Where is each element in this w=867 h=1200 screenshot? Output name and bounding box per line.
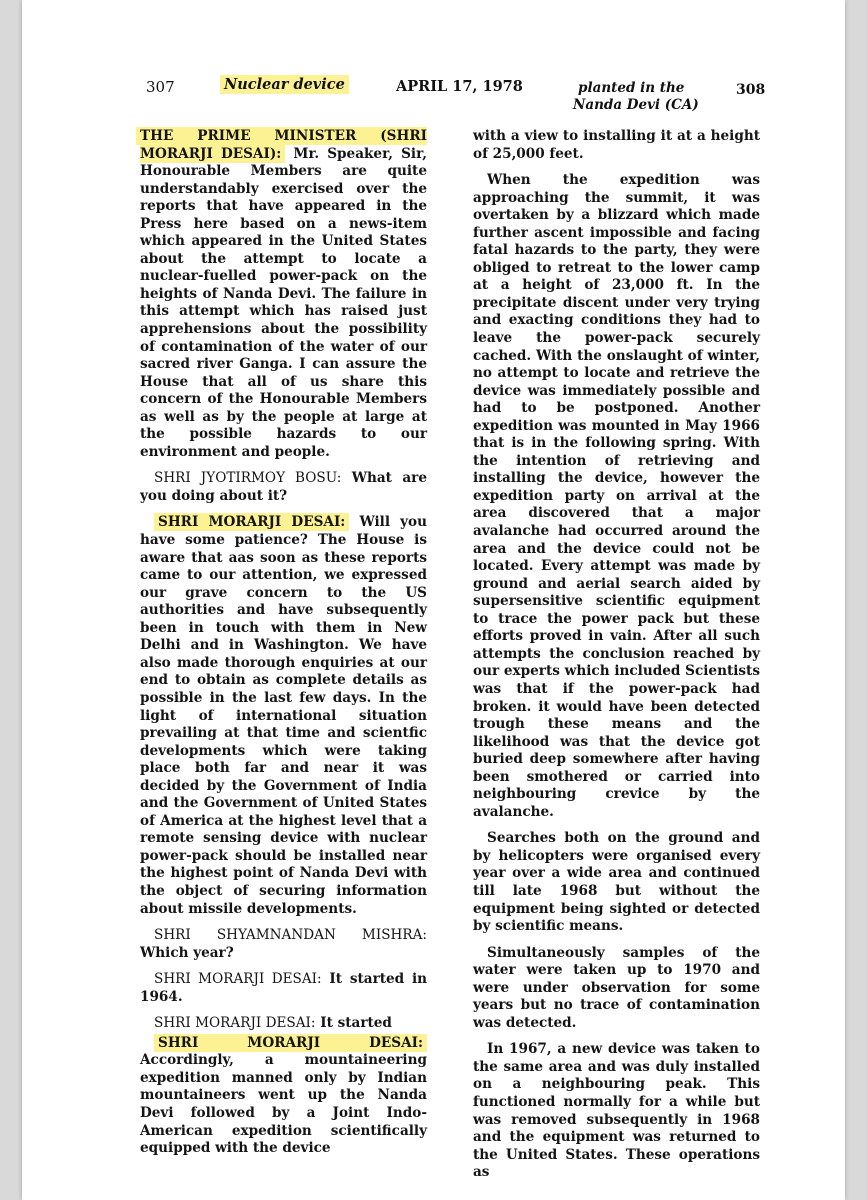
paragraph-text: It started — [315, 1015, 392, 1032]
paragraph — [140, 514, 427, 918]
paragraph-text: Will you have some patience? The House is aware that aas soon as these reports came to our attention, we expressed our grave concern to the US authorities and have subsequently been in touch with them in New Delhi and in Washington. We have also made thorough enquiries at our end to obtain as complete details as possible in the last few days. In the light of international situation prevailing at that time and scientfic developments which were taking place both far and near it was decided by the Government of India and the Government of United States of America at the highest level that a remote sensing device with nuclear power-pack should be installed near the highest point of Nanda Devi with the object of securing information about missile developments. — [140, 514, 427, 917]
paragraph: with a view to installing it at a height of 25,000 feet. — [473, 128, 760, 162]
speaker-name: SHRI JYOTIRMOY BOSU: — [154, 470, 342, 487]
speaker-name: SHRI MORARJI DESAI: — [154, 1034, 427, 1052]
paragraph — [140, 128, 427, 461]
date-heading: APRIL 17, 1978 — [396, 78, 523, 95]
speaker-name: SHRI MORARJI DESAI: — [154, 513, 349, 531]
paragraph — [140, 927, 427, 962]
page-number-right: 308 — [736, 82, 766, 98]
paragraph: Simultaneously samples of the water were taken up to 1970 and were under observation for some years but no trace of contamination was detected. — [473, 944, 760, 1031]
paragraph: When the expedition was approaching the summit, it was overtaken by a blizzard which made further ascent impossible and facing fatal hazards to the party, they were obliged to retreat to the lower camp at a height of 23,000 ft. In the precipitate discent under very trying and exacting conditions they had to leave the power-pack securely cached. With the onslaught of winter, no attempt to locate and retrieve the device was immediately possible and had to be postponed. Another expedition was mounted in May 1966 that is in the following spring. With the intention of retrieving and installing the device, however the expedition party on arrival at the area discovered that a major avalanche had occurred around the area and the device could not be located. Every attempt was made by ground and aerial search aided by supersensitive scientific equipment to trace the power pack but these efforts proved in vain. After all such attempts the conclusion reached by our experts which included Scientists was that if the power-pack had broken. it would have been detected trough these means and the likelihood was that the device got buried deep somewhere after having been smothered or carried into neighbouring crevice by the avalanche. — [473, 172, 760, 820]
speaker-name: THE PRIME MINISTER (SHRI MORARJI DESAI): — [136, 127, 427, 163]
paragraph: In 1967, a new device was taken to the same area and was duly installed on a neighbouring peak. This functioned normally for a while but was removed subsequently in 1968 and the equipment was returned to the United States. These operations as — [473, 1041, 760, 1181]
speaker-name: SHRI SHYAMNANDAN MISHRA: — [154, 927, 427, 944]
right-heading-line2: Nanda Devi (CA) — [573, 97, 699, 113]
document-page — [22, 0, 845, 1200]
paragraph — [140, 470, 427, 505]
paragraph — [140, 971, 427, 1006]
topic-heading-text: Nuclear device — [220, 75, 349, 94]
paragraph-text: Mr. Speaker, Sir, Honourable Members are quite understandably exercised over the reports that have appeared in the Press here based on a news-item which appeared in the United States about the attempt to locate a nuclear-fuelled power-pack on the heights of Nanda Devi. The failure in this attempt which has raised just apprehensions about the possibility of contamination of the water of our sacred river Ganga. I can assure the House that all of us share this concern of the Honourable Members as well as by the people at large at the possible hazards to our environment and people. — [140, 145, 427, 460]
paragraph-text: It started in 1964. — [140, 971, 427, 1005]
right-heading-line1: planted in the — [578, 80, 685, 96]
paragraph-text: What are you doing about it? — [140, 470, 427, 504]
paragraph — [140, 1035, 427, 1158]
paragraph: Searches both on the ground and by helicopters were organised every year over a wide area and continued till late 1968 but without the equipment being sighted or detected by scientific means. — [473, 830, 760, 935]
speaker-name: SHRI MORARJI DESAI: — [154, 971, 322, 988]
speaker-name: SHRI MORARJI DESAI: — [154, 1015, 316, 1032]
topic-heading — [220, 76, 349, 93]
paragraph — [140, 1015, 427, 1033]
paragraph-text: Accordingly, a mountaineering expedition manned only by Indian mountaineers went up the Nanda Devi followed by a Joint Indo-American expedition scientifically equipped with the device — [140, 1052, 427, 1157]
left-column — [140, 128, 427, 1167]
paragraph-text: Which year? — [140, 944, 234, 961]
right-column — [473, 128, 760, 1191]
page-number-left: 307 — [146, 78, 175, 96]
